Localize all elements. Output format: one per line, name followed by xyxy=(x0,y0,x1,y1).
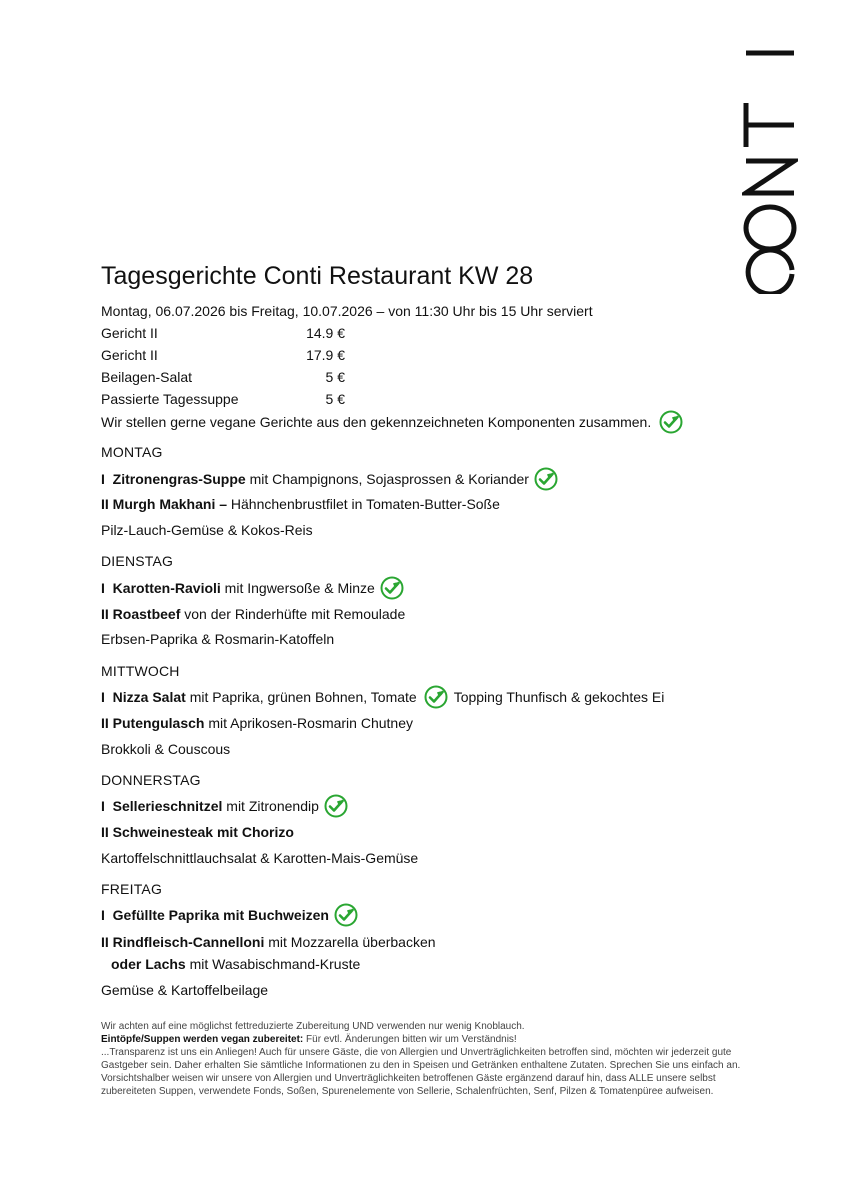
page-title: Tagesgerichte Conti Restaurant KW 28 xyxy=(101,262,534,290)
vegan-icon xyxy=(380,576,404,600)
dish-desc: mit Paprika, grünen Bohnen, Tomate xyxy=(185,689,417,705)
side-dish: Pilz-Lauch-Gemüse & Kokos-Reis xyxy=(101,522,313,538)
day-heading: DONNERSTAG xyxy=(101,772,201,788)
price-label: Beilagen-Salat xyxy=(101,369,193,385)
dish-line xyxy=(101,903,358,927)
dish-desc: mit Ingwersoße & Minze xyxy=(220,580,375,596)
dish-name: I Gefüllte Paprika mit Buchweizen xyxy=(101,907,329,923)
price-row xyxy=(101,368,345,386)
price-row xyxy=(101,346,345,364)
dish-name: II Murgh Makhani – xyxy=(101,496,228,512)
dish-desc: mit Aprikosen-Rosmarin Chutney xyxy=(204,715,413,731)
side-dish: Brokkoli & Couscous xyxy=(101,741,231,757)
price-row xyxy=(101,324,345,342)
dish-name: I Sellerieschnitzel xyxy=(101,798,223,814)
vegan-note-text: Wir stellen gerne vegane Gerichte aus den gekennzeichneten Komponenten zusammen. xyxy=(101,414,652,430)
vegan-icon xyxy=(334,903,358,927)
day-heading: MONTAG xyxy=(101,444,163,460)
price-value: 14.9 € xyxy=(306,325,345,341)
dish-desc: mit Zitronendip xyxy=(222,798,319,814)
price-value: 5 € xyxy=(325,369,345,385)
dish-line xyxy=(101,714,413,732)
footer-note-rest: Für evtl. Änderungen bitten wir um Verständnis! xyxy=(303,1034,517,1045)
dish-name: II Putengulasch xyxy=(101,715,205,731)
price-value: 5 € xyxy=(325,391,345,407)
dish-line xyxy=(101,467,558,491)
service-period: Montag, 06.07.2026 bis Freitag, 10.07.2026 – von 11:30 Uhr bis 15 Uhr serviert xyxy=(101,303,593,319)
dish-desc: von der Rinderhüfte mit Remoulade xyxy=(180,606,406,622)
dish-name: II Roastbeef xyxy=(101,606,181,622)
dish-name: oder Lachs xyxy=(111,956,186,972)
vegan-note xyxy=(101,410,683,434)
dish-line xyxy=(101,605,405,623)
vegan-icon xyxy=(424,685,448,709)
price-label: Gericht II xyxy=(101,347,158,363)
dish-line xyxy=(101,495,500,513)
dish-name: I Nizza Salat xyxy=(101,689,186,705)
dish-name: II Schweinesteak mit Chorizo xyxy=(101,824,294,840)
price-label: Passierte Tagessuppe xyxy=(101,391,239,407)
side-dish: Kartoffelschnittlauchsalat & Karotten-Mais-Gemüse xyxy=(101,850,419,866)
dish-line xyxy=(111,955,360,973)
footer-note xyxy=(101,1033,741,1046)
day-heading: MITTWOCH xyxy=(101,663,180,679)
vegan-icon xyxy=(659,410,683,434)
dish-name: I Zitronengras-Suppe xyxy=(101,471,246,487)
vegan-icon xyxy=(534,467,558,491)
price-label: Gericht II xyxy=(101,325,158,341)
dish-line xyxy=(101,685,664,709)
dish-name: I Karotten-Ravioli xyxy=(101,580,221,596)
day-heading: FREITAG xyxy=(101,881,163,897)
day-heading: DIENSTAG xyxy=(101,553,174,569)
footer-note-bold: Eintöpfe/Suppen werden vegan zubereitet: xyxy=(101,1034,304,1045)
side-dish: Gemüse & Kartoffelbeilage xyxy=(101,982,269,998)
price-value: 17.9 € xyxy=(306,347,345,363)
price-row xyxy=(101,390,345,408)
dish-topping: Topping Thunfisch & gekochtes Ei xyxy=(453,689,665,705)
dish-desc: mit Wasabischmand-Kruste xyxy=(185,956,361,972)
conti-logo-graphic xyxy=(742,48,798,294)
dish-name: II Rindfleisch-Cannelloni xyxy=(101,934,265,950)
dish-line xyxy=(101,933,436,951)
dish-desc: mit Champignons, Sojasprossen & Koriander xyxy=(245,471,529,487)
dish-line xyxy=(101,576,404,600)
vegan-icon xyxy=(324,794,348,818)
dish-desc: mit Mozzarella überbacken xyxy=(264,934,436,950)
footer-note: Wir achten auf eine möglichst fettreduzierte Zubereitung UND verwenden nur wenig Knoblauch. xyxy=(101,1021,525,1032)
dish-line xyxy=(101,794,348,818)
side-dish: Erbsen-Paprika & Rosmarin-Katoffeln xyxy=(101,631,335,647)
dish-line xyxy=(101,823,294,841)
dish-desc: Hähnchenbrustfilet in Tomaten-Butter-Soße xyxy=(227,496,500,512)
allergen-info: ...Transparenz ist uns ein Anliegen! Auch für unsere Gäste, die von Allergien und Unverträglichkeiten betroffen sind, möchten wir jederzeit gute Gastgeber sein. Daher erhalten Sie sämtliche Informationen zu den in Speisen und Getränken enthaltene Zutaten. Sprechen Sie uns einfach an. Vorsichtshalber weisen wir unsere von Allergien und Unverträglichkeiten betroffenen Gäste ergänzend darauf hin, dass ALLE unsere selbst zubereiteten Suppen, verwendete Fonds, Soßen, Spurenelemente von Sellerie, Schalenfrüchten, Senf, Pilzen & Tomatenpüree aufweisen. xyxy=(101,1047,741,1097)
conti-logo xyxy=(742,48,798,294)
